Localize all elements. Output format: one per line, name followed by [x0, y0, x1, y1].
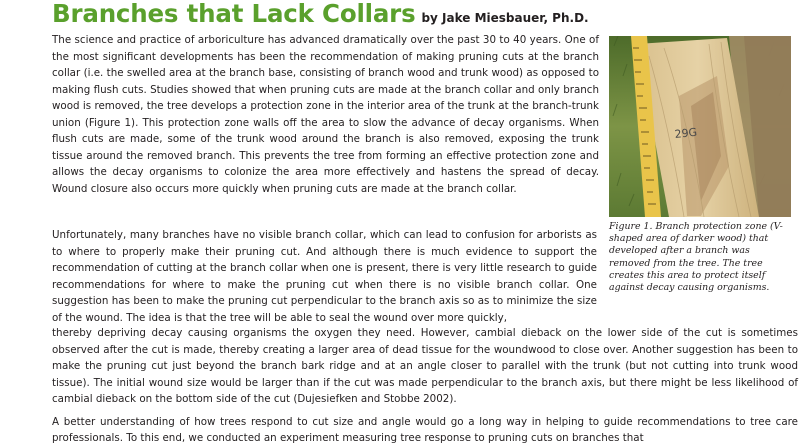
paragraph-1-block — [52, 32, 599, 197]
photo-label: 29G — [673, 125, 698, 141]
paragraph-2-continued-block — [52, 325, 798, 445]
paragraph-2-part-a: Unfortunately, many branches have no visible branch collar, which can lead to confusion for arborists as to where to properly make their pruning cut. And although there is much evidence to support the recommendation of cutting at the branch collar when one is present, there is very little research to guide recommendations for where to make the pruning cut when there is no visible branch collar. One suggestion has been to make the pruning cut perpendicular to the branch axis so as to minimize the size of the wound. The idea is that the tree will be able to seal the wound over more quickly, — [52, 229, 597, 324]
paragraph-1: The science and practice of arboriculture has advanced dramatically over the past 30 to 40 years. One of the most significant developments has been the recommendation of making pruning cuts at the branch collar (i.e. the swelled area at the branch base, consisting of branch wood and trunk wood) as opposed to making flush cuts. Studies showed that when pruning cuts are made at the branch collar and only branch wood is removed, the tree develops a protection zone in the interior area of the trunk at the branch-trunk union (Figure 1). This protection zone walls off the area to slow the advance of decay organisms. When flush cuts are made, some of the trunk wood around the branch is also removed, exposing the trunk tissue around the removed branch. This prevents the tree from forming an effective protection zone and allows the decay organisms to colonize the area more effectively and hastens the spread of decay. Wound closure also occurs more quickly when pruning cuts are made at the branch collar. — [52, 34, 599, 195]
paragraph-3: A better understanding of how trees respond to cut size and angle would go a long way in helping to guide recommendations to tree care professionals. To this end, we conducted an experiment measuring tree response to pruning cuts on branches that — [52, 415, 798, 444]
paragraph-2-part-b: thereby depriving decay causing organisms the oxygen they need. However, cambial dieback on the lower side of the cut is sometimes observed after the cut is made, thereby creating a larger area of dead tissue for the woundwood to close over. Another suggestion has been to make the pruning cut just beyond the branch bark ridge and at an angle closer to parallel with the trunk (but not cutting into trunk wood tissue). The initial wound size would be larger than if the cut was made perpendicular to the branch axis, but there might be less likelihood of cambial dieback on the bottom side of the cut (Dujesiefken and Stobbe 2002). — [52, 327, 798, 405]
article-title: Branches that Lack Collars — [52, 0, 416, 28]
wood-cross-section-image — [609, 36, 791, 217]
article-byline: by Jake Miesbauer, Ph.D. — [421, 11, 589, 25]
figure-1-photo — [609, 36, 791, 217]
article-header — [52, 0, 589, 30]
paragraph-2-block — [52, 227, 597, 326]
figure-1-caption: Figure 1. Branch protection zone (V-shaped area of darker wood) that developed after a branch was removed from the tree. The tree creates this area to protect itself against decay causing organisms. — [609, 221, 783, 294]
